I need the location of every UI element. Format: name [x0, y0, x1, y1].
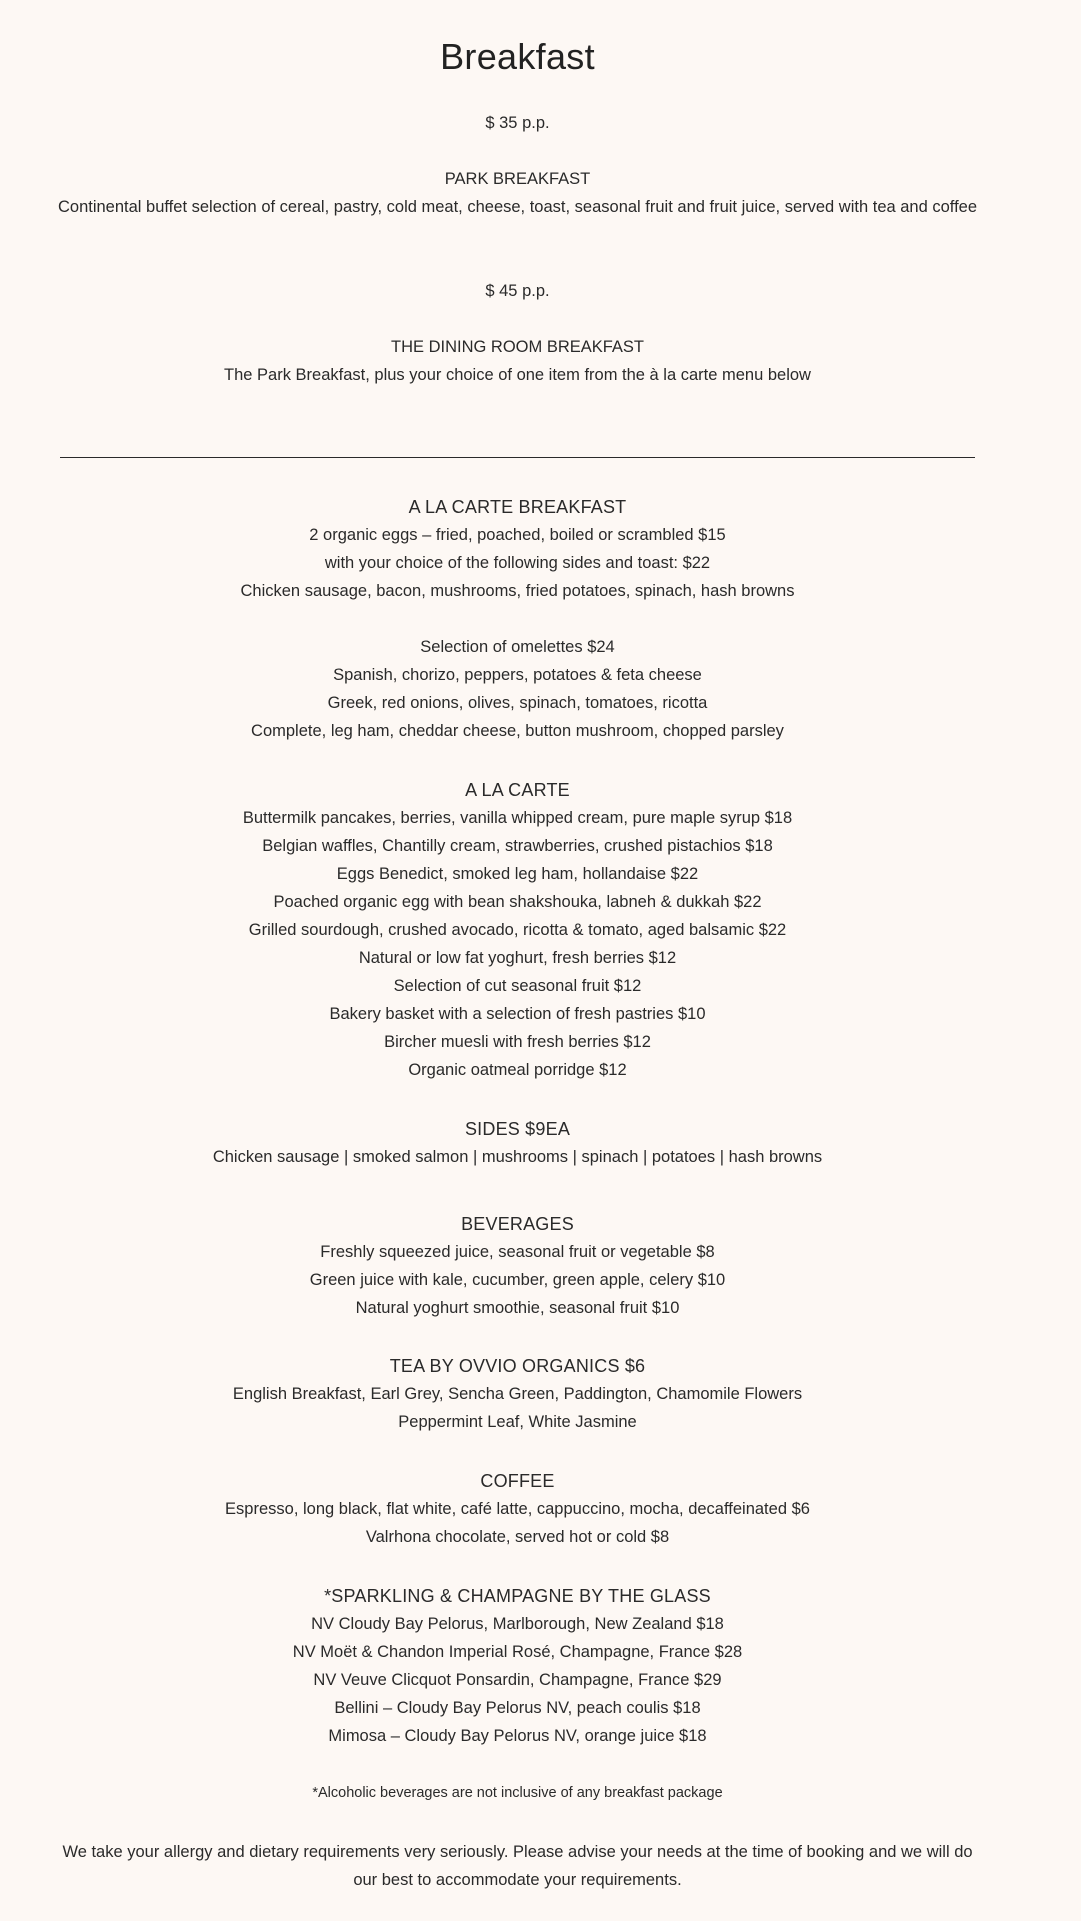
menu-item: Poached organic egg with bean shakshouka, labneh & dukkah $22	[273, 893, 762, 911]
menu-item: Selection of cut seasonal fruit $12	[393, 977, 642, 995]
package-dining-room	[0, 277, 1035, 389]
menu-item: Bakery basket with a selection of fresh pastries $10	[329, 1005, 706, 1023]
section-heading: BEVERAGES	[461, 1214, 574, 1234]
allergy-notice: We take your allergy and dietary requirements very seriously. Please advise your needs at the time of booking and we will do our best to accommodate your requirements.	[62, 1843, 973, 1889]
package-name: THE DINING ROOM BREAKFAST	[390, 338, 645, 356]
menu-item: NV Cloudy Bay Pelorus, Marlborough, New Zealand $18	[311, 1615, 724, 1633]
section-beverages	[0, 1210, 1035, 1322]
menu-item: Natural yoghurt smoothie, seasonal fruit $10	[355, 1299, 680, 1317]
section-coffee	[0, 1467, 1035, 1551]
menu-item: English Breakfast, Earl Grey, Sencha Green, Paddington, Chamomile Flowers	[232, 1385, 803, 1403]
menu-item: 2 organic eggs – fried, poached, boiled or scrambled $15	[309, 526, 726, 544]
menu-item: Chicken sausage | smoked salmon | mushrooms | spinach | potatoes | hash browns	[212, 1148, 823, 1166]
section-heading: *SPARKLING & CHAMPAGNE BY THE GLASS	[324, 1586, 711, 1606]
section-a-la-carte	[0, 776, 1035, 1084]
divider	[60, 457, 975, 458]
section-sides	[0, 1115, 1035, 1171]
menu-item: Spanish, chorizo, peppers, potatoes & feta cheese	[333, 666, 702, 684]
menu-item: Organic oatmeal porridge $12	[408, 1061, 627, 1079]
section-heading: SIDES $9EA	[464, 1119, 571, 1139]
menu-item: NV Moët & Chandon Imperial Rosé, Champagne, France $28	[292, 1643, 743, 1661]
section-heading: A LA CARTE	[465, 780, 570, 800]
menu-item: Mimosa – Cloudy Bay Pelorus NV, orange juice $18	[328, 1727, 707, 1745]
page-title: Breakfast	[440, 36, 595, 77]
menu-item: NV Veuve Clicquot Ponsardin, Champagne, France $29	[313, 1671, 722, 1689]
section-heading: TEA BY OVVIO ORGANICS $6	[389, 1356, 646, 1376]
section-heading: COFFEE	[480, 1471, 555, 1491]
menu-item: Buttermilk pancakes, berries, vanilla whipped cream, pure maple syrup $18	[242, 809, 793, 827]
section-a-la-carte-breakfast	[0, 493, 1035, 745]
menu-item: Freshly squeezed juice, seasonal fruit or vegetable $8	[320, 1243, 715, 1261]
menu-item: Greek, red onions, olives, spinach, tomatoes, ricotta	[327, 694, 708, 712]
package-park	[0, 109, 1035, 221]
allergy-notice-wrap	[0, 1838, 1035, 1894]
package-description: The Park Breakfast, plus your choice of one item from the à la carte menu below	[224, 366, 811, 384]
menu-item: Espresso, long black, flat white, café latte, cappuccino, mocha, decaffeinated $6	[225, 1500, 810, 1518]
menu-item: Bircher muesli with fresh berries $12	[384, 1033, 651, 1051]
menu-item: Valrhona chocolate, served hot or cold $8	[365, 1528, 670, 1546]
package-price: $ 35 p.p.	[485, 114, 550, 132]
menu-item: Belgian waffles, Chantilly cream, strawberries, crushed pistachios $18	[262, 837, 773, 855]
package-price: $ 45 p.p.	[485, 282, 550, 300]
menu-item: Natural or low fat yoghurt, fresh berries $12	[358, 949, 677, 967]
menu-item: Grilled sourdough, crushed avocado, ricotta & tomato, aged balsamic $22	[248, 921, 787, 939]
menu-item: Peppermint Leaf, White Jasmine	[398, 1413, 637, 1431]
section-sparkling	[0, 1582, 1035, 1750]
menu-item: Eggs Benedict, smoked leg ham, hollandaise $22	[336, 865, 699, 883]
section-heading: A LA CARTE BREAKFAST	[408, 497, 627, 517]
package-description: Continental buffet selection of cereal, pastry, cold meat, cheese, toast, seasonal fruit and fruit juice, served with tea and coffee	[57, 198, 978, 216]
package-name: PARK BREAKFAST	[444, 170, 591, 188]
section-tea	[0, 1352, 1035, 1436]
menu-item: with your choice of the following sides and toast: $22	[324, 554, 711, 572]
menu-item: Green juice with kale, cucumber, green apple, celery $10	[309, 1271, 726, 1289]
menu-item: Complete, leg ham, cheddar cheese, button mushroom, chopped parsley	[251, 722, 784, 740]
footnote: *Alcoholic beverages are not inclusive of any breakfast package	[312, 1785, 723, 1801]
menu-item: Chicken sausage, bacon, mushrooms, fried potatoes, spinach, hash browns	[240, 582, 795, 600]
menu-item: Bellini – Cloudy Bay Pelorus NV, peach coulis $18	[334, 1699, 701, 1717]
menu-item: Selection of omelettes $24	[420, 638, 615, 656]
